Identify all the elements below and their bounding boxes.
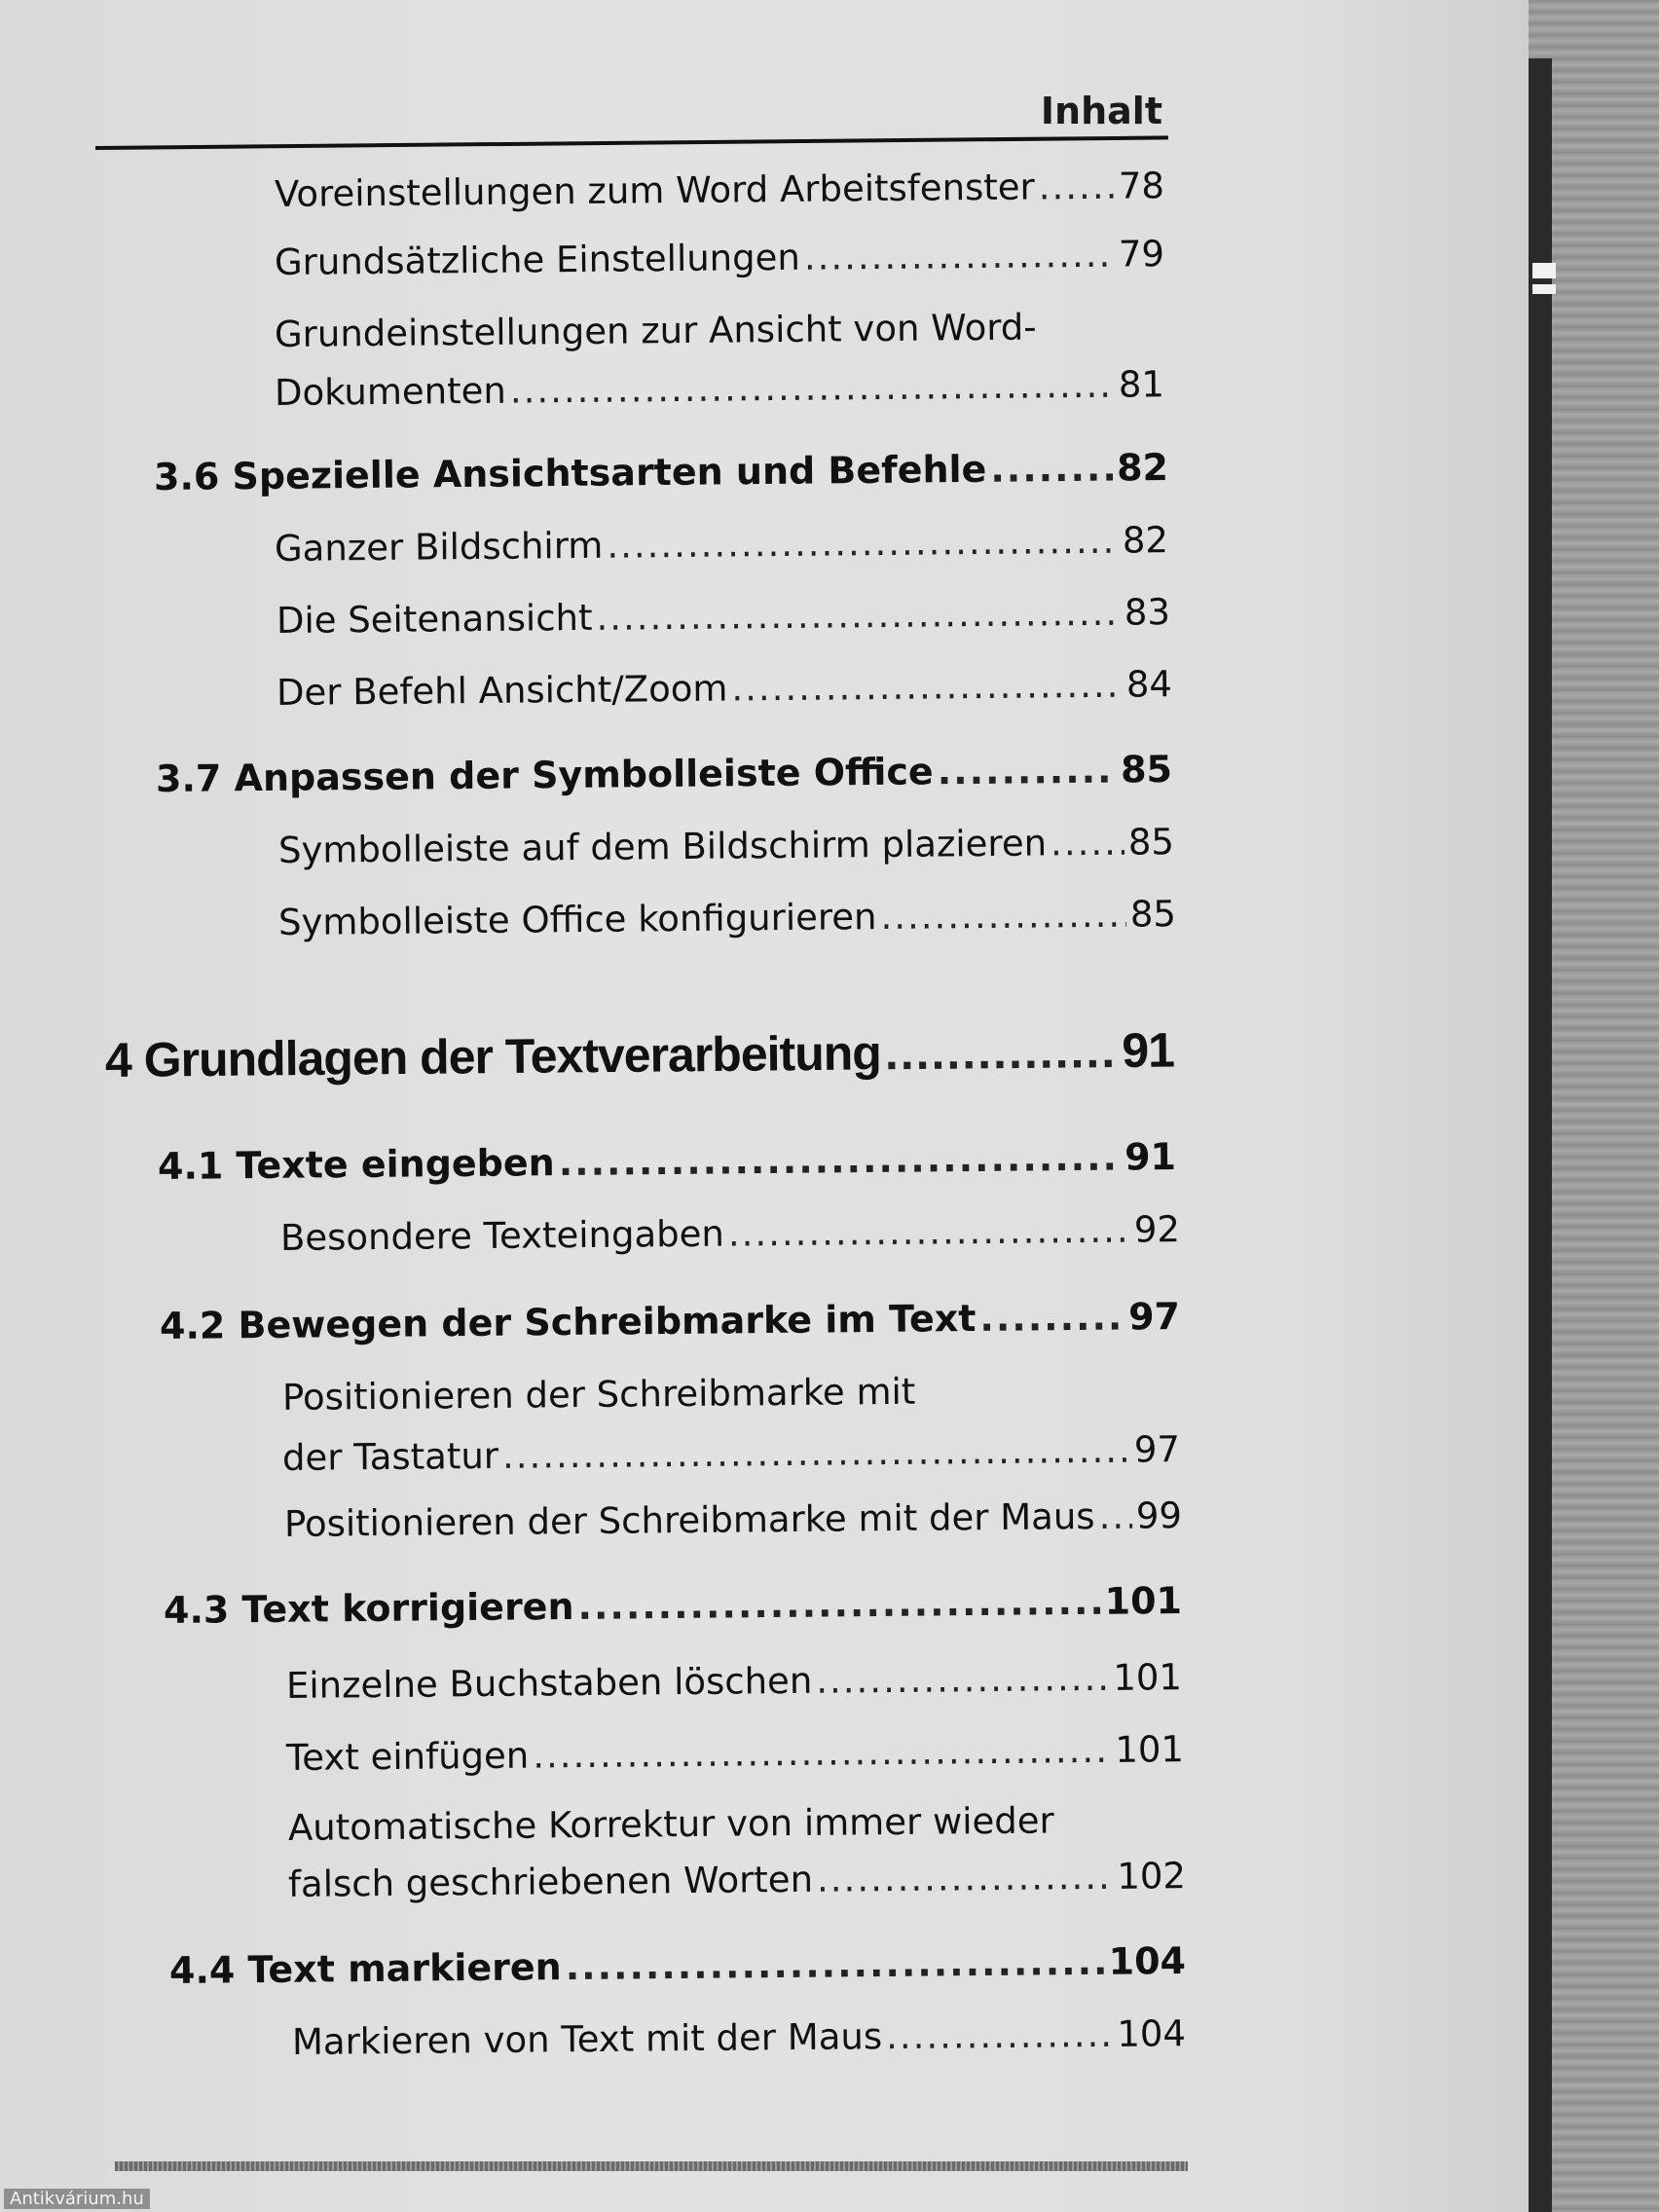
leader-dots xyxy=(533,1729,1111,1777)
toc-entry-title-line1: Grundeinstellungen zur Ansicht von Word- xyxy=(274,306,1037,355)
toc-subsection xyxy=(282,1428,1180,1479)
toc-entry-page-number: 91 xyxy=(1122,1022,1175,1078)
cover-stripe xyxy=(1532,263,1556,278)
toc-entry-title: Der Befehl Ansicht/Zoom xyxy=(276,667,728,714)
leader-dots xyxy=(565,1940,1104,1988)
book-cover-edge xyxy=(1529,58,1552,2212)
toc-entry-title: 3.7 Anpassen der Symbolleiste Office xyxy=(155,750,934,800)
toc-entry-page-number: 104 xyxy=(1108,1938,1187,1983)
toc-entry-title: Text einfügen xyxy=(285,1734,530,1779)
toc-subsection xyxy=(284,1494,1182,1545)
toc-entry-title: 3.6 Spezielle Ansichtsarten und Befehle xyxy=(153,447,987,498)
running-header: Inhalt xyxy=(1040,90,1162,132)
toc-entry-page-number: 97 xyxy=(1127,1294,1181,1339)
leader-dots xyxy=(596,592,1121,639)
leader-dots xyxy=(728,1209,1130,1255)
leader-dots xyxy=(990,447,1113,491)
leader-dots xyxy=(502,1429,1130,1477)
leader-dots xyxy=(979,1295,1124,1339)
toc-entry-page-number: 83 xyxy=(1124,591,1171,634)
cover-stripe-thin xyxy=(1532,284,1556,294)
toc-subsection xyxy=(280,1208,1180,1259)
leader-dots xyxy=(817,1856,1114,1900)
toc-entry-page-number: 104 xyxy=(1117,2012,1187,2055)
toc-section xyxy=(156,748,1172,800)
toc-entry-title: Markieren von Text mit der Maus xyxy=(291,2015,883,2063)
toc-entry-title: Symbolleiste Office konfigurieren xyxy=(277,896,877,943)
toc-section xyxy=(164,1579,1182,1632)
toc-subsection xyxy=(276,663,1172,714)
leader-dots xyxy=(804,234,1115,278)
toc-subsection xyxy=(275,233,1164,283)
toc-entry-title: 4.4 Text markieren xyxy=(168,1945,562,1992)
toc-section xyxy=(154,446,1168,498)
leader-dots xyxy=(577,1580,1101,1628)
toc-entry-title: 4 Grundlagen der Textverarbeitung xyxy=(104,1025,882,1088)
toc-entry-page-number: 101 xyxy=(1104,1578,1183,1623)
toc-entry-title: falsch geschriebenen Worten xyxy=(287,1858,814,1905)
toc-entry-title: der Tastatur xyxy=(281,1434,499,1479)
leader-dots xyxy=(880,894,1126,938)
toc-subsection xyxy=(278,893,1176,943)
toc-subsection xyxy=(292,2012,1186,2063)
watermark: Antikvárium.hu xyxy=(4,2189,150,2209)
toc-entry-page-number: 85 xyxy=(1120,747,1173,792)
footer-rule xyxy=(115,2161,1188,2171)
toc-entry-title-line1: Positionieren der Schreibmarke mit xyxy=(281,1370,916,1419)
leader-dots xyxy=(607,520,1119,567)
toc-entry-title-line1: Automatische Korrektur von immer wieder xyxy=(287,1799,1054,1849)
toc-subsection xyxy=(288,1855,1186,1905)
toc-chapter xyxy=(105,1021,1175,1088)
toc-entry-page-number: 102 xyxy=(1117,1855,1187,1898)
toc-entry-page-number: 101 xyxy=(1113,1656,1183,1699)
toc-entry-page-number: 97 xyxy=(1133,1428,1181,1471)
toc-entry-page-number: 84 xyxy=(1125,663,1173,706)
toc-entry-title: Besondere Texteingaben xyxy=(279,1212,725,1259)
leader-dots xyxy=(510,364,1115,412)
leader-dots xyxy=(731,664,1123,710)
toc-section xyxy=(158,1135,1176,1188)
toc-subsection xyxy=(278,821,1174,871)
leader-dots xyxy=(1098,1495,1132,1537)
toc-subsection xyxy=(275,165,1164,215)
toc-entry-page-number: 85 xyxy=(1129,893,1177,936)
toc-entry-title: 4.1 Texte eingeben xyxy=(157,1141,555,1188)
toc-entry-page-number: 81 xyxy=(1118,363,1165,406)
toc-entry-page-number: 101 xyxy=(1115,1728,1185,1771)
toc-entry-title: Grundsätzliche Einstellungen xyxy=(274,236,801,283)
toc-entry-page-number: 78 xyxy=(1118,165,1165,207)
toc-entry-title: 4.3 Text korrigieren xyxy=(163,1584,574,1632)
toc-entry-title: Positionieren der Schreibmarke mit der Maus xyxy=(283,1495,1095,1545)
toc-entry-title: Voreinstellungen zum Word Arbeitsfenster xyxy=(274,166,1035,215)
toc-subsection xyxy=(275,363,1164,414)
toc-entry-page-number: 92 xyxy=(1133,1208,1181,1251)
toc-entry-page-number: 82 xyxy=(1122,519,1169,562)
toc-entry-title: Dokumenten xyxy=(274,369,507,414)
toc-entry-title: Ganzer Bildschirm xyxy=(274,524,604,570)
toc-entry-page-number: 99 xyxy=(1135,1494,1183,1537)
leader-dots xyxy=(938,749,1118,793)
toc-subsection xyxy=(276,591,1170,642)
toc-entry-page-number: 91 xyxy=(1124,1134,1177,1179)
toc-entry-title: Die Seitenansicht xyxy=(276,596,593,642)
leader-dots xyxy=(1039,166,1116,208)
toc-entry-page-number: 85 xyxy=(1127,821,1175,864)
toc-subsection xyxy=(275,519,1168,570)
leader-dots xyxy=(559,1136,1122,1185)
toc-section xyxy=(160,1295,1180,1347)
toc-entry-title: 4.2 Bewegen der Schreibmarke im Text xyxy=(159,1296,977,1347)
leader-dots xyxy=(1051,822,1124,865)
toc-section xyxy=(169,1939,1186,1992)
toc-entry-title: Einzelne Buchstaben löschen xyxy=(285,1659,813,1707)
leader-dots xyxy=(816,1657,1109,1702)
leader-dots xyxy=(886,2013,1114,2057)
toc-entry-page-number: 79 xyxy=(1118,233,1165,276)
leader-dots xyxy=(884,1022,1118,1081)
toc-subsection xyxy=(286,1656,1182,1707)
toc-entry-title: Symbolleiste auf dem Bildschirm plazieren xyxy=(277,822,1048,871)
toc-subsection xyxy=(286,1728,1184,1779)
toc-entry-page-number: 82 xyxy=(1116,445,1169,490)
